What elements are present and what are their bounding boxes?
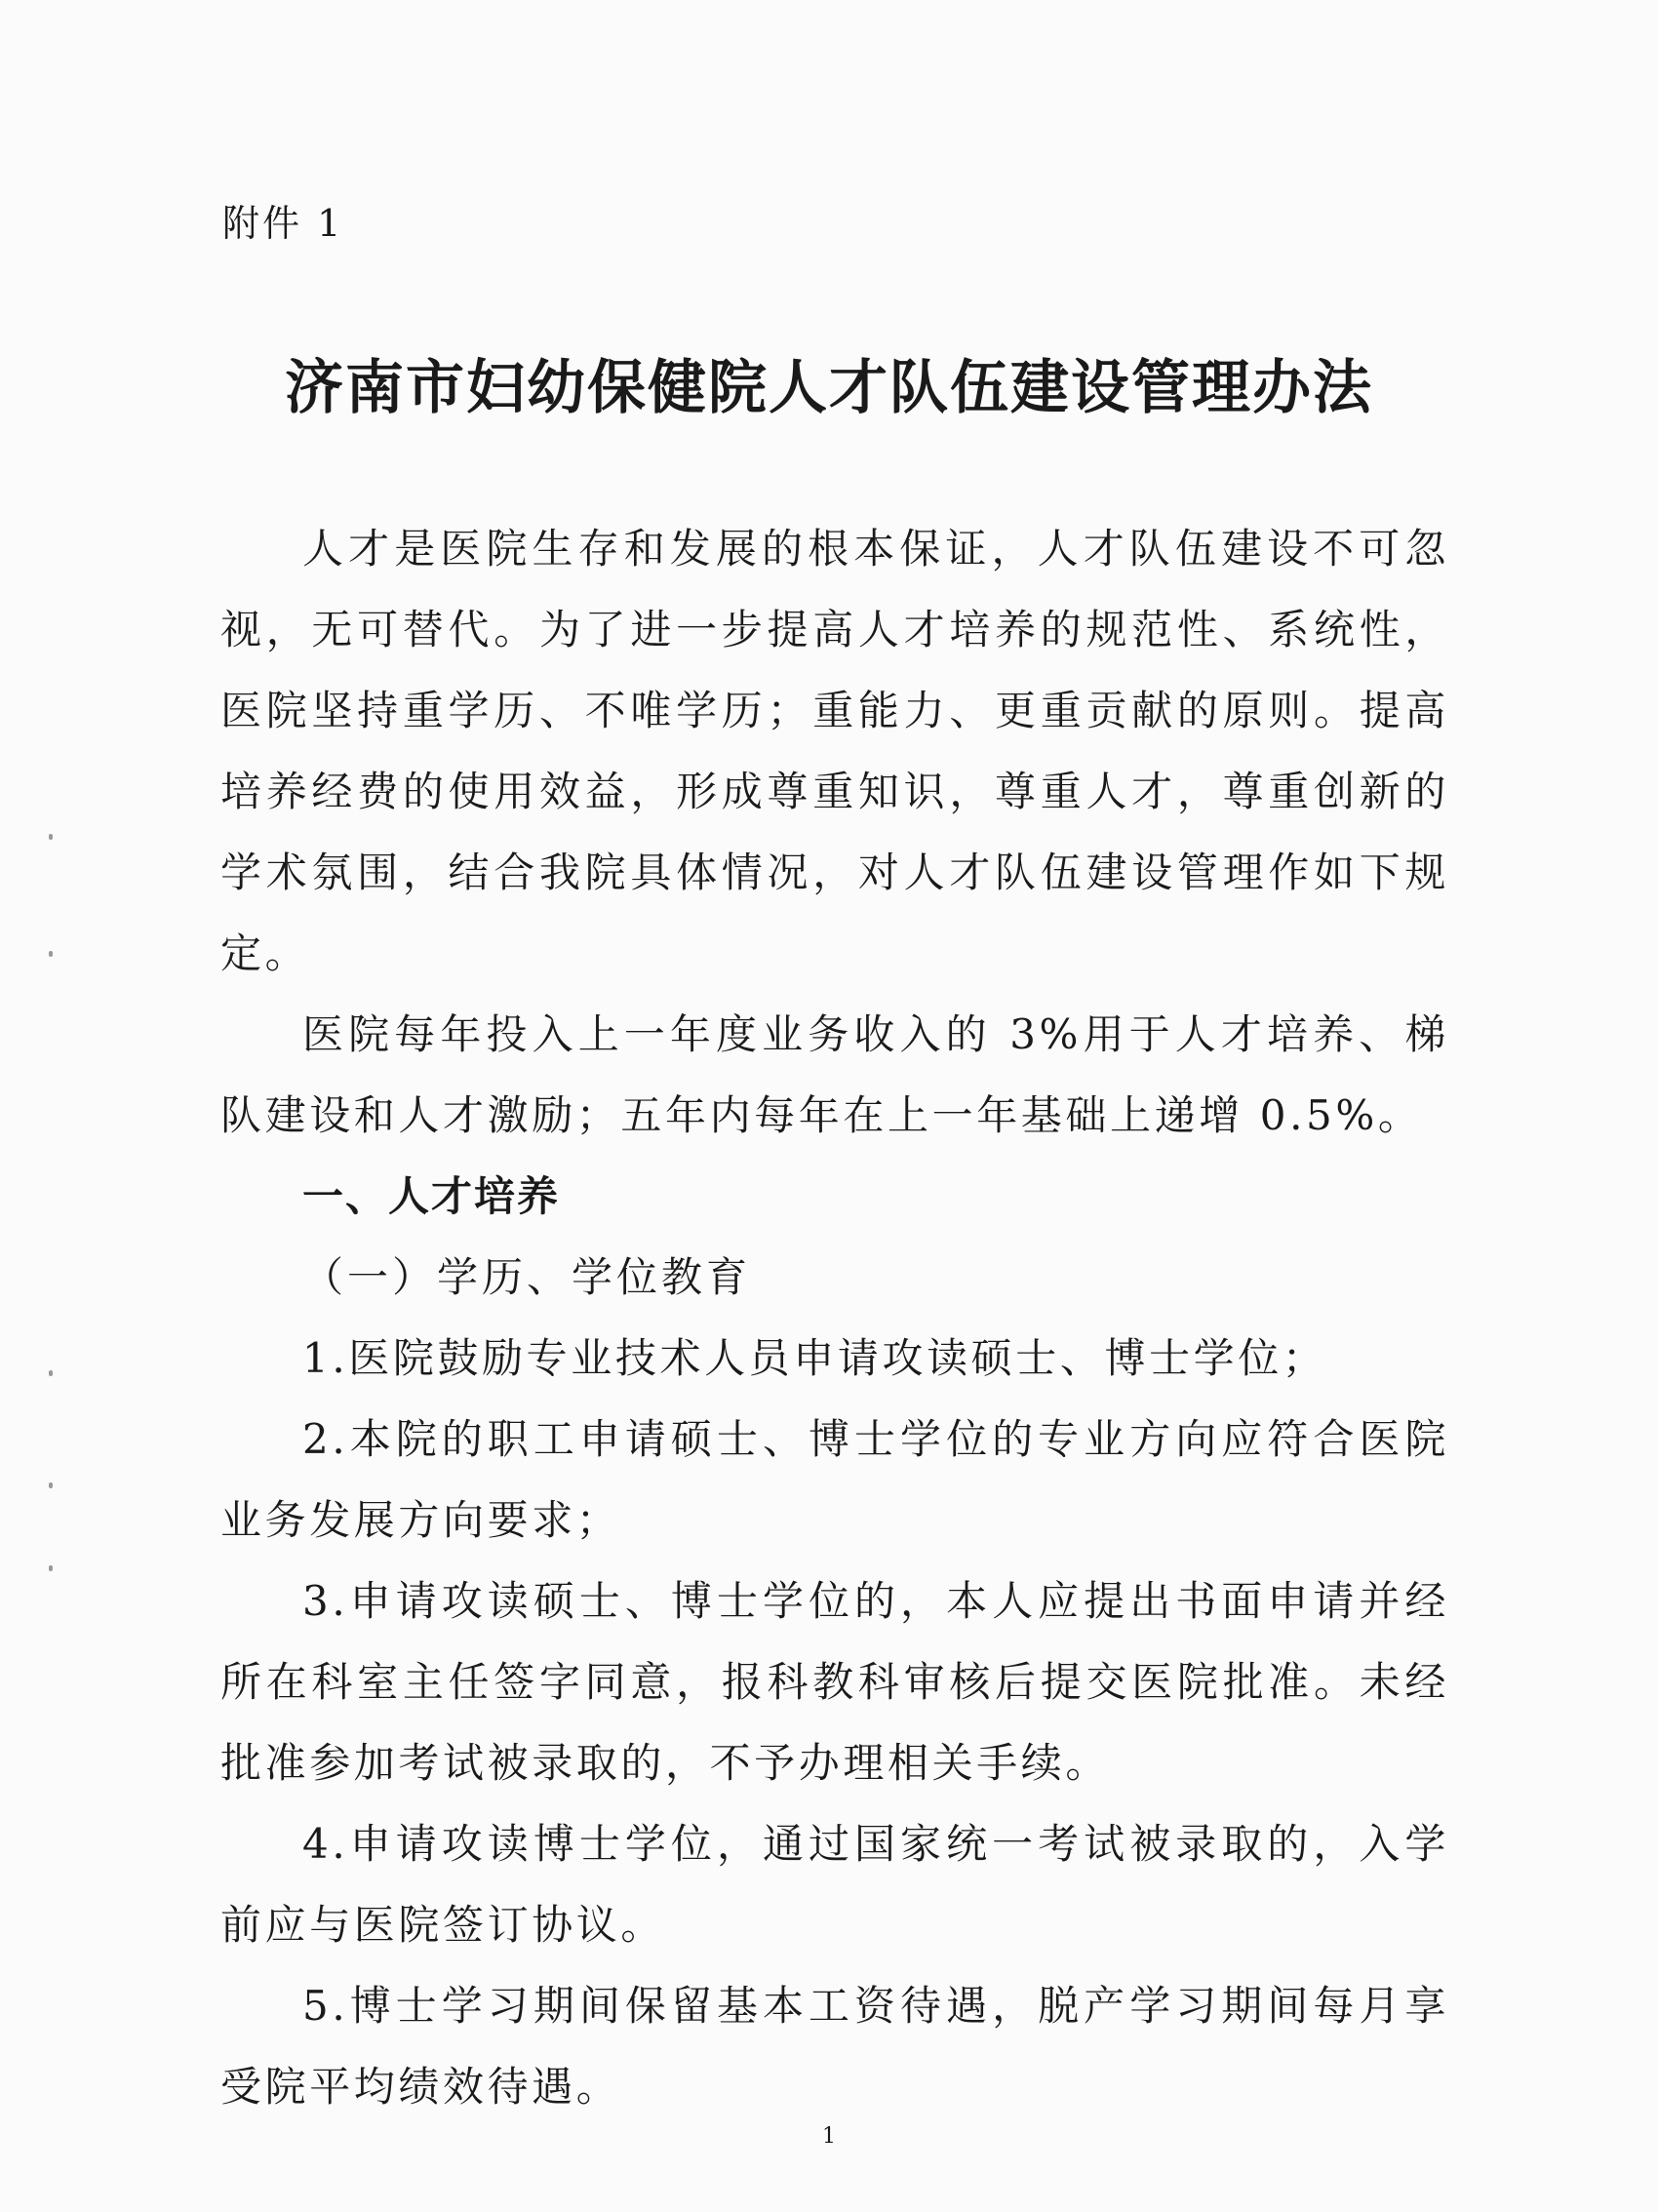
- scan-edge-mark: [49, 1482, 53, 1488]
- section-heading: 一、人才培养: [302, 1172, 561, 1220]
- body-paragraph: 2.本院的职工申请硕士、博士学位的专业方向应符合医院业务发展方向要求；: [220, 1415, 1449, 1544]
- scan-edge-mark: [49, 834, 53, 840]
- scan-edge-mark: [49, 1565, 53, 1571]
- scan-edge-mark: [49, 1370, 53, 1376]
- body-paragraph: 医院每年投入上一年度业务收入的 3%用于人才培养、梯队建设和人才激励；五年内每年在上一年基础上递增 0.5%。: [220, 1010, 1449, 1139]
- body-paragraph: 人才是医院生存和发展的根本保证，人才队伍建设不可忽视，无可替代。为了进一步提高人才培养的规范性、系统性，医院坚持重学历、不唯学历；重能力、更重贡献的原则。提高培养经费的使用效益，形成尊重知识，尊重人才，尊重创新的学术氛围，结合我院具体情况，对人才队伍建设管理作如下规定。: [220, 525, 1449, 977]
- body-paragraph: 3.申请攻读硕士、博士学位的，本人应提出书面申请并经所在科室主任签字同意，报科教科审核后提交医院批准。未经批准参加考试被录取的，不予办理相关手续。: [220, 1577, 1449, 1787]
- document-body: [220, 508, 1449, 2127]
- body-paragraph: 5.博士学习期间保留基本工资待遇，脱产学习期间每月享受院平均绩效待遇。: [220, 1982, 1449, 2111]
- attachment-label: 附件 1: [222, 202, 344, 245]
- scan-edge-mark: [49, 951, 53, 957]
- page-number: 1: [822, 2124, 836, 2149]
- document-title: 济南市妇幼保健院人才队伍建设管理办法: [285, 354, 1373, 422]
- body-paragraph: 1.医院鼓励专业技术人员申请攻读硕士、博士学位；: [302, 1334, 1327, 1382]
- subsection-heading: （一）学历、学位教育: [302, 1253, 752, 1301]
- body-paragraph: 4.申请攻读博士学位，通过国家统一考试被录取的，入学前应与医院签订协议。: [220, 1820, 1449, 1949]
